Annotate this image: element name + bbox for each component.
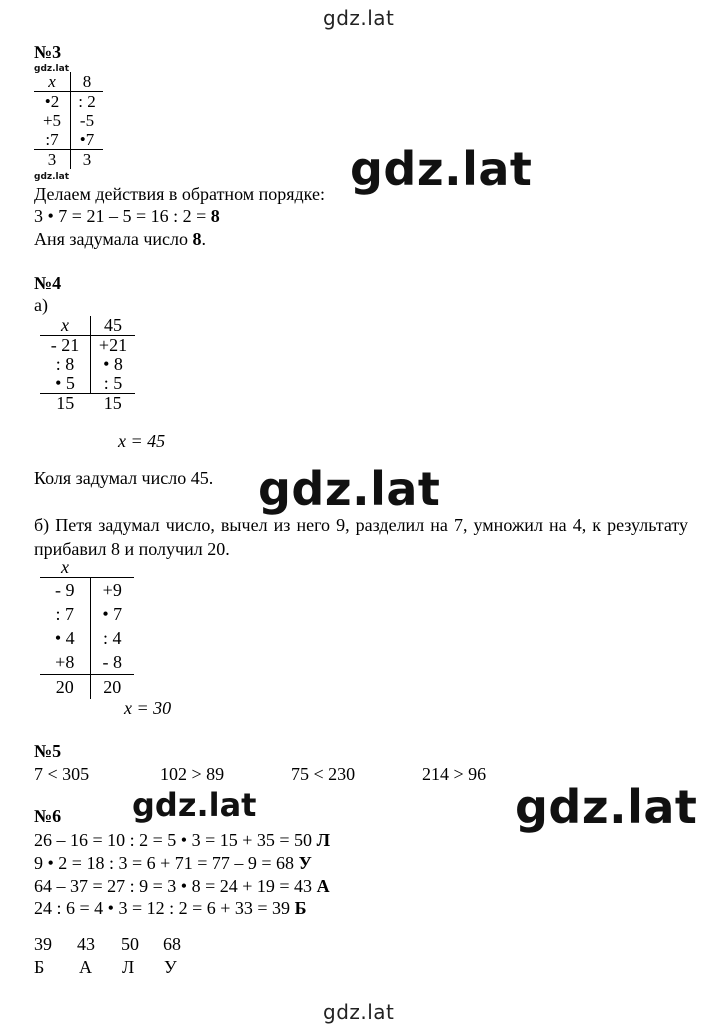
table-foot: 3 — [34, 150, 71, 170]
line-expression: 26 – 16 = 10 : 2 = 5 • 3 = 15 + 35 = 50 — [34, 830, 317, 850]
answer-letter-3: Л — [122, 957, 135, 977]
answer-number-4: 68 — [163, 934, 181, 954]
table-cell: • 4 — [40, 626, 90, 650]
table-foot: 20 — [40, 675, 90, 700]
table-head-value: 8 — [71, 72, 104, 92]
table-cell: +8 — [40, 650, 90, 675]
line-letter: А — [316, 876, 330, 896]
answer-number-2: 43 — [77, 934, 95, 954]
comparison-3: 75 < 230 — [291, 764, 356, 784]
answer-letter-1: Б — [34, 957, 45, 977]
task-3-header: №3 — [34, 42, 62, 62]
answer-letter-4: У — [164, 957, 177, 977]
answer-number-1: 39 — [34, 934, 52, 954]
table-cell: • 5 — [40, 374, 91, 394]
task-6-header: №6 — [34, 806, 62, 826]
watermark-tiny-1: gdz.lat — [34, 64, 70, 74]
table-foot: 20 — [90, 675, 134, 700]
table-cell: •7 — [79, 130, 95, 149]
task-4a-table — [40, 316, 135, 413]
result-a-text: x = 45 — [118, 431, 166, 451]
line-expression: 9 • 2 = 18 : 3 = 6 + 71 = 77 – 9 = 68 — [34, 853, 299, 873]
table-foot: 15 — [40, 394, 91, 414]
table-cell: •2 — [34, 92, 71, 112]
table-cell: : 5 — [103, 373, 123, 393]
table-cell: : 4 — [102, 627, 122, 648]
task-5-header: №5 — [34, 741, 62, 761]
table-cell: - 9 — [40, 578, 90, 603]
table-foot: 15 — [91, 394, 136, 414]
task-4b-table — [40, 558, 134, 699]
table-head-x: x — [61, 315, 69, 335]
line-letter: У — [298, 853, 312, 873]
task-4a-answer: Коля задумал число 45. — [34, 468, 214, 488]
line-expression: 64 – 37 = 27 : 9 = 3 • 8 = 24 + 19 = 43 — [34, 876, 317, 896]
table-head-value — [90, 558, 134, 578]
comparison-1: 7 < 305 — [34, 764, 90, 784]
table-cell: - 21 — [40, 336, 91, 356]
comparison-2: 102 > 89 — [160, 764, 225, 784]
task-6-line-1 — [34, 830, 330, 851]
table-foot: 3 — [71, 150, 104, 170]
task-4b-result — [124, 698, 171, 719]
calc-expression: 3 • 7 = 21 – 5 = 16 : 2 = — [34, 206, 211, 226]
line-expression: 24 : 6 = 4 • 3 = 12 : 2 = 6 + 33 = 39 — [34, 898, 295, 918]
table-cell: +21 — [91, 336, 136, 356]
table-cell: -5 — [79, 111, 95, 130]
watermark-bottom: gdz.lat — [323, 1000, 395, 1024]
table-cell: +5 — [34, 111, 71, 130]
task-6-line-4 — [34, 898, 306, 919]
answer-suffix: . — [201, 229, 206, 249]
watermark-tiny-2: gdz.lat — [34, 172, 70, 182]
task-6-line-3 — [34, 876, 330, 897]
watermark-large-2: gdz.lat — [258, 462, 441, 516]
result-b-text: x = 30 — [124, 698, 172, 718]
watermark-large-3: gdz.lat — [515, 780, 698, 834]
watermark-top: gdz.lat — [323, 6, 395, 30]
answer-text: Аня задумала число — [34, 229, 193, 249]
task-3-answer — [34, 229, 206, 250]
task-3-calculation — [34, 206, 220, 227]
task-3-text: Делаем действия в обратном порядке: — [34, 184, 325, 204]
part-a-label: а) — [34, 295, 48, 315]
table-cell: • 7 — [102, 603, 123, 624]
table-cell: : 7 — [40, 602, 90, 626]
comparison-4: 214 > 96 — [422, 764, 487, 784]
table-head-x: x — [61, 557, 69, 577]
table-cell: +9 — [102, 579, 122, 600]
table-cell: - 8 — [102, 651, 122, 672]
task-4a-result — [118, 431, 165, 452]
table-cell: : 2 — [78, 92, 96, 111]
watermark-medium: gdz.lat — [132, 786, 257, 824]
line-letter: Л — [316, 830, 330, 850]
line-letter: Б — [294, 898, 307, 918]
watermark-large-1: gdz.lat — [350, 142, 533, 196]
table-cell: • 8 — [103, 354, 123, 374]
task-3-table — [34, 72, 103, 169]
answer-letter-2: А — [79, 957, 92, 977]
answer-value: 8 — [192, 229, 202, 249]
table-head-x: x — [48, 72, 56, 91]
table-cell: :7 — [34, 130, 71, 150]
task-4-header: №4 — [34, 273, 62, 293]
task-6-line-2 — [34, 853, 312, 874]
table-cell: : 8 — [40, 355, 91, 374]
table-head-value: 45 — [104, 315, 122, 335]
task-4b-text: б) Петя задумал число, вычел из него 9, разделил на 7, умножил на 4, к результату прибавил 8 и получил 20. — [34, 515, 688, 559]
answer-number-3: 50 — [121, 934, 139, 954]
calc-answer: 8 — [210, 206, 220, 226]
